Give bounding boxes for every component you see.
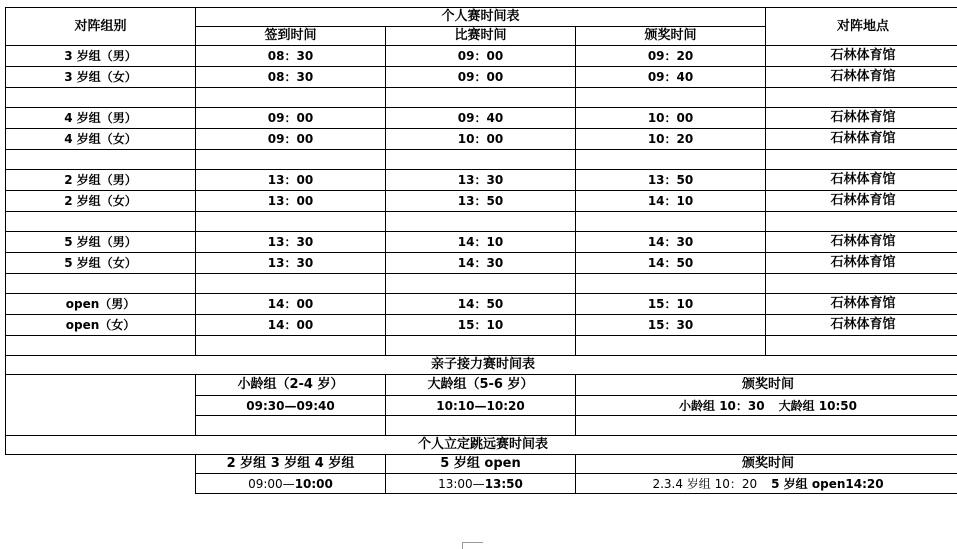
checkin-cell: 08：30: [196, 67, 386, 88]
award-cell: 14：10: [576, 191, 766, 212]
relay-small-time: 09:30—09:40: [196, 396, 386, 416]
jump-award-a: 2.3.4 岁组 10：20: [652, 477, 757, 491]
table-row: [6, 170, 957, 191]
schedule-table: [5, 7, 957, 494]
match-cell: 09：00: [386, 46, 576, 67]
empty-row: [6, 212, 957, 232]
jump-time-b: [386, 474, 576, 494]
jump-time-b-end: 13:50: [485, 477, 523, 491]
group-cell: 4 岁组（女）: [6, 129, 196, 150]
venue-header: 对阵地点: [766, 8, 957, 46]
match-cell: 14：50: [386, 294, 576, 315]
match-cell: 13：30: [386, 170, 576, 191]
match-cell: 09：00: [386, 67, 576, 88]
table-row: [6, 191, 957, 212]
relay-award-small: 小龄组 10：30: [679, 399, 765, 413]
empty-row: [6, 336, 957, 356]
award-cell: 10：00: [576, 108, 766, 129]
relay-title: 亲子接力赛时间表: [6, 356, 957, 375]
checkin-cell: 13：30: [196, 253, 386, 274]
relay-award-header: 颁奖时间: [576, 375, 957, 396]
award-cell: 09：40: [576, 67, 766, 88]
empty-row: [6, 150, 957, 170]
group-cell: 5 岁组（女）: [6, 253, 196, 274]
checkin-cell: 09：00: [196, 129, 386, 150]
venue-cell: 石林体育馆: [766, 170, 957, 191]
checkin-header: 签到时间: [196, 27, 386, 46]
group-header: 对阵组别: [6, 8, 196, 46]
relay-big-header: 大龄组（5-6 岁）: [386, 375, 576, 396]
checkin-cell: 13：00: [196, 170, 386, 191]
venue-cell: 石林体育馆: [766, 294, 957, 315]
checkin-cell: 13：30: [196, 232, 386, 253]
group-cell: open（男）: [6, 294, 196, 315]
table-row: [6, 129, 957, 150]
group-cell: 3 岁组（女）: [6, 67, 196, 88]
group-cell: 4 岁组（男）: [6, 108, 196, 129]
venue-cell: 石林体育馆: [766, 315, 957, 336]
jump-time-b-start: 13:00—: [438, 477, 485, 491]
award-header: 颁奖时间: [576, 27, 766, 46]
award-cell: 10：20: [576, 129, 766, 150]
jump-title: 个人立定跳远赛时间表: [6, 436, 957, 455]
jump-award-times: [576, 474, 957, 494]
match-cell: 14：30: [386, 253, 576, 274]
match-header: 比赛时间: [386, 27, 576, 46]
jump-col-a-header: 2 岁组 3 岁组 4 岁组: [196, 455, 386, 474]
checkin-cell: 14：00: [196, 294, 386, 315]
venue-cell: 石林体育馆: [766, 253, 957, 274]
venue-cell: 石林体育馆: [766, 232, 957, 253]
relay-award-times: [576, 396, 957, 416]
table-row: [6, 232, 957, 253]
checkin-cell: 14：00: [196, 315, 386, 336]
relay-blank-cell: [6, 375, 196, 436]
match-cell: 10：00: [386, 129, 576, 150]
jump-award-b: 5 岁组 open14:20: [771, 477, 883, 491]
jump-blank-cell: [6, 455, 196, 494]
table-row: [6, 294, 957, 315]
checkin-cell: 09：00: [196, 108, 386, 129]
venue-cell: 石林体育馆: [766, 191, 957, 212]
match-cell: 14：10: [386, 232, 576, 253]
jump-award-header: 颁奖时间: [576, 455, 957, 474]
jump-time-a-start: 09:00—: [248, 477, 295, 491]
checkin-cell: 13：00: [196, 191, 386, 212]
jump-time-a: [196, 474, 386, 494]
match-cell: 15：10: [386, 315, 576, 336]
table-row: [6, 108, 957, 129]
award-cell: 13：50: [576, 170, 766, 191]
individual-title: 个人赛时间表: [196, 8, 766, 27]
group-cell: open（女）: [6, 315, 196, 336]
match-cell: 13：50: [386, 191, 576, 212]
table-row: [6, 253, 957, 274]
empty-row: [6, 274, 957, 294]
relay-small-header: 小龄组（2-4 岁）: [196, 375, 386, 396]
checkin-cell: 08：30: [196, 46, 386, 67]
venue-cell: 石林体育馆: [766, 108, 957, 129]
group-cell: 5 岁组（男）: [6, 232, 196, 253]
empty-row: [6, 88, 957, 108]
relay-big-time: 10:10—10:20: [386, 396, 576, 416]
venue-cell: 石林体育馆: [766, 67, 957, 88]
jump-time-a-end: 10:00: [295, 477, 333, 491]
award-cell: 15：30: [576, 315, 766, 336]
award-cell: 14：30: [576, 232, 766, 253]
jump-col-b-header: 5 岁组 open: [386, 455, 576, 474]
table-row: [6, 67, 957, 88]
table-row: [6, 315, 957, 336]
group-cell: 2 岁组（男）: [6, 170, 196, 191]
venue-cell: 石林体育馆: [766, 129, 957, 150]
match-cell: 09：40: [386, 108, 576, 129]
award-cell: 15：10: [576, 294, 766, 315]
award-cell: 14：50: [576, 253, 766, 274]
award-cell: 09：20: [576, 46, 766, 67]
group-cell: 3 岁组（男）: [6, 46, 196, 67]
table-row: [6, 46, 957, 67]
venue-cell: 石林体育馆: [766, 46, 957, 67]
relay-award-big: 大龄组 10:50: [779, 399, 857, 413]
group-cell: 2 岁组（女）: [6, 191, 196, 212]
